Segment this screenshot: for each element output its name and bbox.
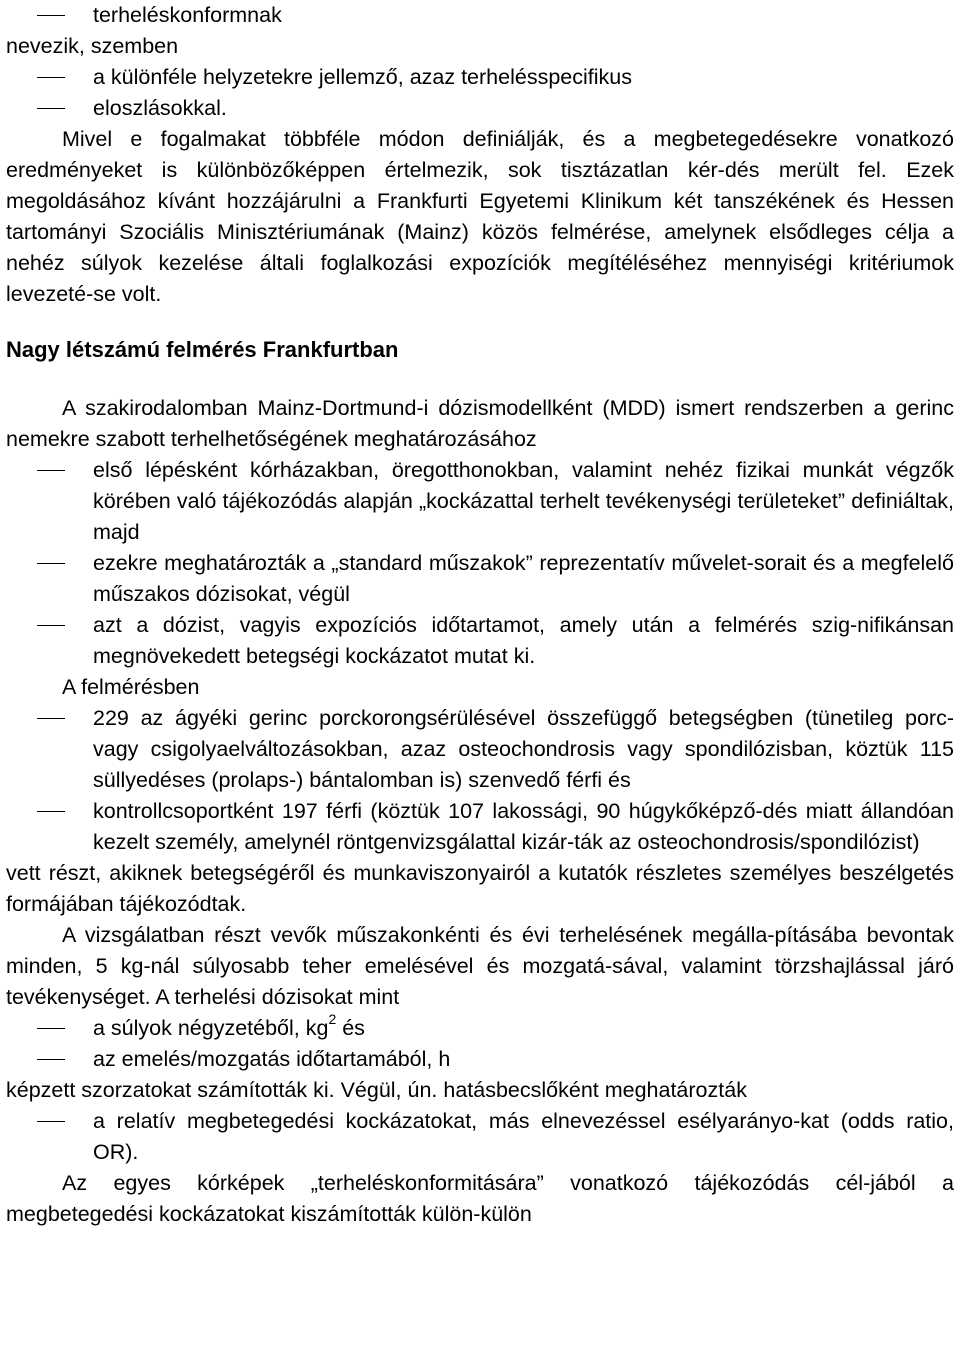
list-item: [6, 1044, 954, 1075]
list-item-text: eloszlásokkal.: [93, 96, 227, 120]
list-item-text: azt a dózist, vagyis expozíciós időtartamot, amely után a felmérés szig-nifikánsan megnövekedett betegségi kockázatot mutat ki.: [93, 613, 954, 668]
paragraph-text: A vizsgálatban részt vevők műszakonkénti és évi terhelésének megálla-pításába bevontak minden, 5 kg-nál súlyosabb teher emelésével és mozgatá-sával, valamint törzshajlással járó tevékenységet. A terhelési dózisokat mint: [6, 923, 954, 1009]
dash-bullet-icon: [37, 455, 65, 486]
dash-bullet-icon: [37, 1106, 65, 1137]
list-item: [6, 0, 954, 31]
paragraph-text: Mivel e fogalmakat többféle módon definiálják, és a megbetegedésekre vonatkozó eredményeket is különbözőképpen értelmezik, sok tisztázatlan kér-dés merült fel. Ezek megoldásához kívánt hozzájárulni a Frankfurti Egyetemi Klinikum két tanszékének és Hessen tartományi Szociális Minisztériumának (Mainz) közös felmérése, amelynek elsődleges célja a nehéz súlyok kezelése általi foglalkozási expozíciók megítéléséhez mennyiségi kritériumok levezeté-se volt.: [6, 127, 954, 306]
dash-bullet-icon: [37, 1013, 65, 1044]
list-item-text: kontrollcsoportként 197 férfi (köztük 107 lakossági, 90 húgykőképző-dés miatt állandóan kezelt személy, amelynél röntgenvizsgálattal kizár-ták az osteochondrosis/spondilózist): [93, 799, 954, 854]
section-heading: Nagy létszámú felmérés Frankfurtban: [6, 337, 399, 362]
list-item: [6, 548, 954, 610]
list-item-text: és: [336, 1016, 365, 1040]
list-item-text: a különféle helyzetekre jellemző, azaz terhelésspecifikus: [93, 65, 632, 89]
list-item-text: az emelés/mozgatás időtartamából, h: [93, 1047, 451, 1071]
paragraph-text: Az egyes kórképek „terheléskonformitására” vonatkozó tájékozódás cél-jából a megbetegedési kockázatokat kiszámították külön-külön: [6, 1171, 954, 1226]
dash-bullet-icon: [37, 796, 65, 827]
superscript: 2: [328, 1010, 337, 1027]
dash-bullet-icon: [37, 703, 65, 734]
paragraph-text: képzett szorzatokat számították ki. Végül, ún. hatásbecslőként meghatározták: [6, 1078, 747, 1102]
dash-bullet-icon: [37, 548, 65, 579]
list-item-text: a relatív megbetegedési kockázatokat, más elnevezéssel esélyarányo-kat (odds ratio, OR).: [93, 1109, 954, 1164]
dash-bullet-icon: [37, 0, 65, 31]
dash-bullet-icon: [37, 93, 65, 124]
list-item: [6, 1010, 954, 1044]
list-item: [6, 796, 954, 858]
list-item-text: a súlyok négyzetéből, kg: [93, 1016, 329, 1040]
paragraph-text: A felmérésben: [62, 675, 200, 699]
list-item: [6, 610, 954, 672]
dash-bullet-icon: [37, 610, 65, 641]
list-item-text: első lépésként kórházakban, öregotthonokban, valamint nehéz fizikai munkát végzők körében való tájékozódás alapján „kockázattal terhelt tevékenységi területeket” definiáltak, majd: [93, 458, 954, 544]
paragraph-text: vett részt, akiknek betegségéről és munkaviszonyairól a kutatók részletes személyes beszélgetés formájában tájékozódtak.: [6, 861, 954, 916]
dash-bullet-icon: [37, 62, 65, 93]
list-item-text: 229 az ágyéki gerinc porckorongsérülésével összefüggő betegségben (tünetileg porc- vagy csigolyaelváltozásokban, azaz osteochondrosis vagy spondilózisban, köztük 115 süllyedéses (prolaps-) bántalomban is) szenvedő férfi és: [93, 706, 954, 792]
list-item-text: ezekre meghatározták a „standard műszakok” reprezentatív művelet-sorait és a megfelelő műszakos dózisokat, végül: [93, 551, 954, 606]
list-item: [6, 703, 954, 796]
paragraph-text: nevezik, szemben: [6, 34, 179, 58]
list-item-text: terheléskonformnak: [93, 3, 282, 27]
list-item: [6, 62, 954, 93]
list-item: [6, 455, 954, 548]
dash-bullet-icon: [37, 1044, 65, 1075]
list-item: [6, 1106, 954, 1168]
list-item: [6, 93, 954, 124]
paragraph-text: A szakirodalomban Mainz-Dortmund-i dózismodellként (MDD) ismert rendszerben a gerinc nemekre szabott terhelhetőségének meghatározásához: [6, 396, 954, 451]
